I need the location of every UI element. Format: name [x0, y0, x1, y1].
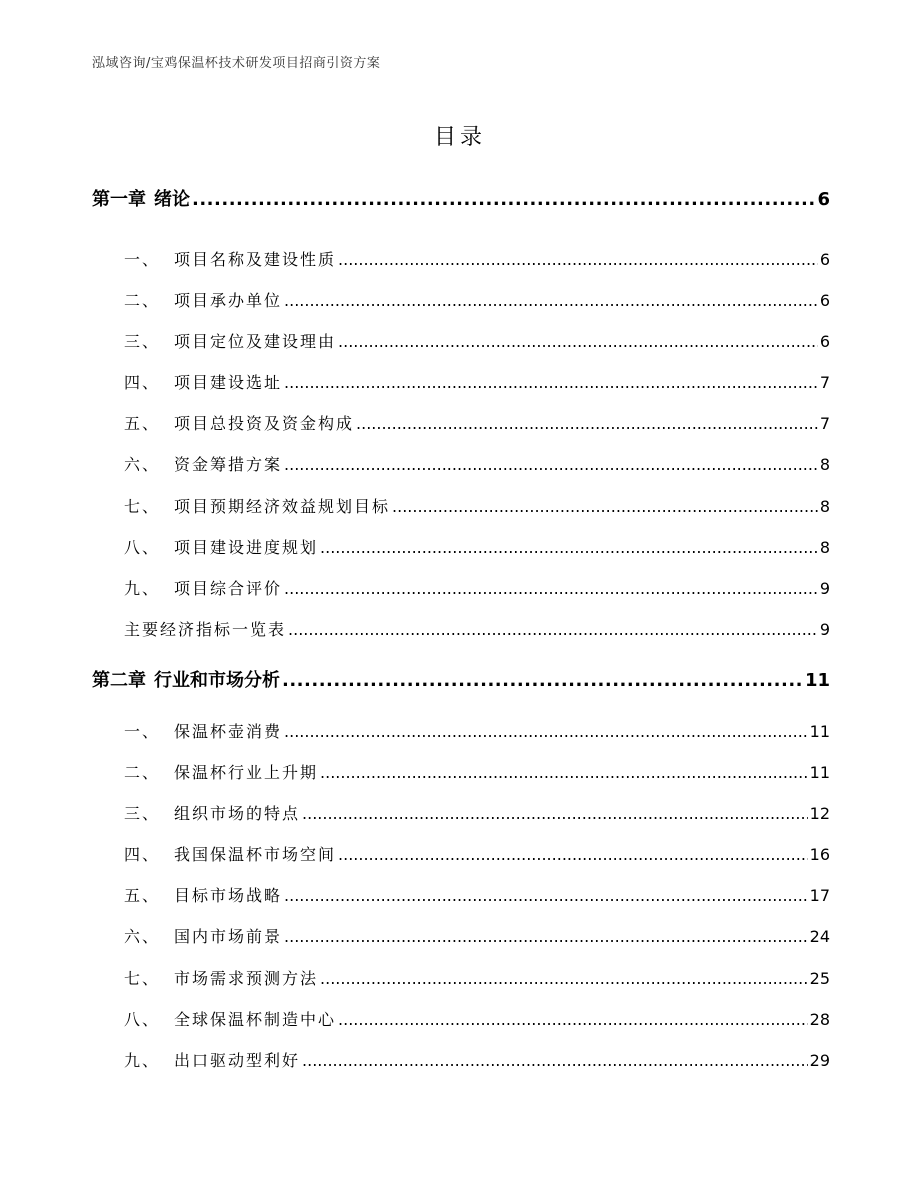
toc-title: 目录: [433, 125, 486, 150]
toc-entry-label: 项目综合评价: [174, 579, 283, 598]
dot-leader: [284, 579, 818, 598]
dot-leader: [284, 927, 808, 946]
toc-entry-page: 6: [819, 332, 830, 351]
toc-section-entry[interactable]: [124, 966, 830, 989]
toc-entry-label: 市场需求预测方法: [174, 969, 319, 988]
toc-entry-number: 五、: [124, 414, 161, 433]
toc-section-entry[interactable]: [124, 411, 830, 434]
toc-entry-number: 五、: [124, 886, 161, 905]
dot-leader: [284, 291, 818, 310]
toc-entry-page: 8: [819, 538, 830, 557]
dot-leader: [320, 969, 808, 988]
toc-entry-number: 七、: [124, 969, 161, 988]
toc-entry-page: 7: [819, 373, 830, 392]
toc-section-entry[interactable]: [124, 801, 830, 824]
toc-section-entry[interactable]: [124, 883, 830, 906]
toc-entry-page: 9: [819, 579, 830, 598]
toc-entry-label: 组织市场的特点: [174, 804, 301, 823]
dot-leader: [284, 886, 808, 905]
toc-entry-label: 绪论: [154, 189, 190, 210]
toc-entry-page: 8: [819, 455, 830, 474]
toc-section-entry[interactable]: [124, 370, 830, 393]
toc-entry-page: 24: [809, 927, 830, 946]
toc-entry-label: 目标市场战略: [174, 886, 283, 905]
toc-entry-label: 项目建设进度规划: [174, 538, 319, 557]
toc-section-entry[interactable]: [124, 494, 830, 517]
toc-section-entry[interactable]: [124, 535, 830, 558]
toc-section-entry[interactable]: [124, 719, 830, 742]
dot-leader: [302, 1051, 808, 1070]
dot-leader: [284, 455, 818, 474]
toc-entry-label: 项目总投资及资金构成: [174, 414, 355, 433]
dot-leader: [338, 332, 818, 351]
toc-entry-number: 六、: [124, 455, 161, 474]
toc-entry-number: 二、: [124, 291, 161, 310]
toc-entry-label: 项目建设选址: [174, 373, 283, 392]
toc-entry-number: 三、: [124, 804, 161, 823]
dot-leader: [338, 1010, 808, 1029]
toc-entry-number: 九、: [124, 1051, 161, 1070]
dot-leader: [284, 722, 808, 741]
toc-entry-page: 28: [809, 1010, 830, 1029]
toc-entry-page: 6: [817, 189, 830, 210]
toc-section-entry[interactable]: [124, 924, 830, 947]
dot-leader: [356, 414, 818, 433]
toc-entry-label: 资金筹措方案: [174, 455, 283, 474]
toc-entry-label: 国内市场前景: [174, 927, 283, 946]
toc-entry-page: 11: [809, 722, 830, 741]
toc-entry-number: 二、: [124, 763, 161, 782]
dot-leader: [320, 763, 808, 782]
toc-entry-label: 项目预期经济效益规划目标: [174, 497, 391, 516]
toc-entry-page: 8: [819, 497, 830, 516]
toc-entry-number: 七、: [124, 497, 161, 516]
toc-section-entry[interactable]: [124, 842, 830, 865]
toc-entry-label: 主要经济指标一览表: [124, 620, 287, 639]
toc-entry-number: 八、: [124, 538, 161, 557]
toc-entry-label: 保温杯行业上升期: [174, 763, 319, 782]
toc-section-entry[interactable]: [124, 760, 830, 783]
toc-chapter-entry[interactable]: [92, 666, 830, 692]
dot-leader: [338, 250, 818, 269]
toc-entry-page: 6: [819, 250, 830, 269]
toc-entry-label: 行业和市场分析: [154, 670, 280, 691]
toc-entry-label: 项目承办单位: [174, 291, 283, 310]
toc-entry-label: 我国保温杯市场空间: [174, 845, 337, 864]
toc-entry-label: 项目名称及建设性质: [174, 250, 337, 269]
toc-section-entry[interactable]: [124, 1007, 830, 1030]
toc-section-entry[interactable]: [124, 329, 830, 352]
dot-leader: [282, 670, 803, 691]
dot-leader: [192, 189, 815, 210]
toc-entry-number: 四、: [124, 845, 161, 864]
toc-entry-number: 第二章: [92, 670, 146, 691]
toc-entry-page: 12: [809, 804, 830, 823]
toc-section-entry[interactable]: [124, 1048, 830, 1071]
dot-leader: [320, 538, 818, 557]
toc-section-entry[interactable]: [124, 288, 830, 311]
toc-section-entry[interactable]: [124, 452, 830, 475]
toc-entry-page: 17: [809, 886, 830, 905]
toc-entry-number: 六、: [124, 927, 161, 946]
dot-leader: [284, 373, 818, 392]
toc-entry-number: 九、: [124, 579, 161, 598]
toc-chapter-entry[interactable]: [92, 185, 830, 211]
toc-entry-label: 出口驱动型利好: [174, 1051, 301, 1070]
toc-entry-page: 7: [819, 414, 830, 433]
toc-entry-page: 11: [804, 670, 830, 691]
toc-entry-number: 三、: [124, 332, 161, 351]
toc-entry-label: 全球保温杯制造中心: [174, 1010, 337, 1029]
dot-leader: [338, 845, 808, 864]
document-header: 泓域咨询/宝鸡保温杯技术研发项目招商引资方案: [92, 56, 381, 71]
toc-entry-label: 项目定位及建设理由: [174, 332, 337, 351]
toc-entry-number: 第一章: [92, 189, 146, 210]
toc-entry-page: 25: [809, 969, 830, 988]
toc-entry-number: 八、: [124, 1010, 161, 1029]
toc-entry-number: 一、: [124, 250, 161, 269]
toc-entry-number: 一、: [124, 722, 161, 741]
toc-entry-page: 6: [819, 291, 830, 310]
toc-entry-page: 29: [809, 1051, 830, 1070]
toc-section-entry[interactable]: [124, 576, 830, 599]
dot-leader: [392, 497, 818, 516]
toc-entry-number: 四、: [124, 373, 161, 392]
dot-leader: [302, 804, 808, 823]
toc-entry-label: 保温杯壶消费: [174, 722, 283, 741]
toc-section-entry[interactable]: [124, 617, 830, 640]
dot-leader: [288, 620, 818, 639]
toc-section-entry[interactable]: [124, 247, 830, 270]
toc-entry-page: 16: [809, 845, 830, 864]
toc-entry-page: 9: [819, 620, 830, 639]
toc-entry-page: 11: [809, 763, 830, 782]
